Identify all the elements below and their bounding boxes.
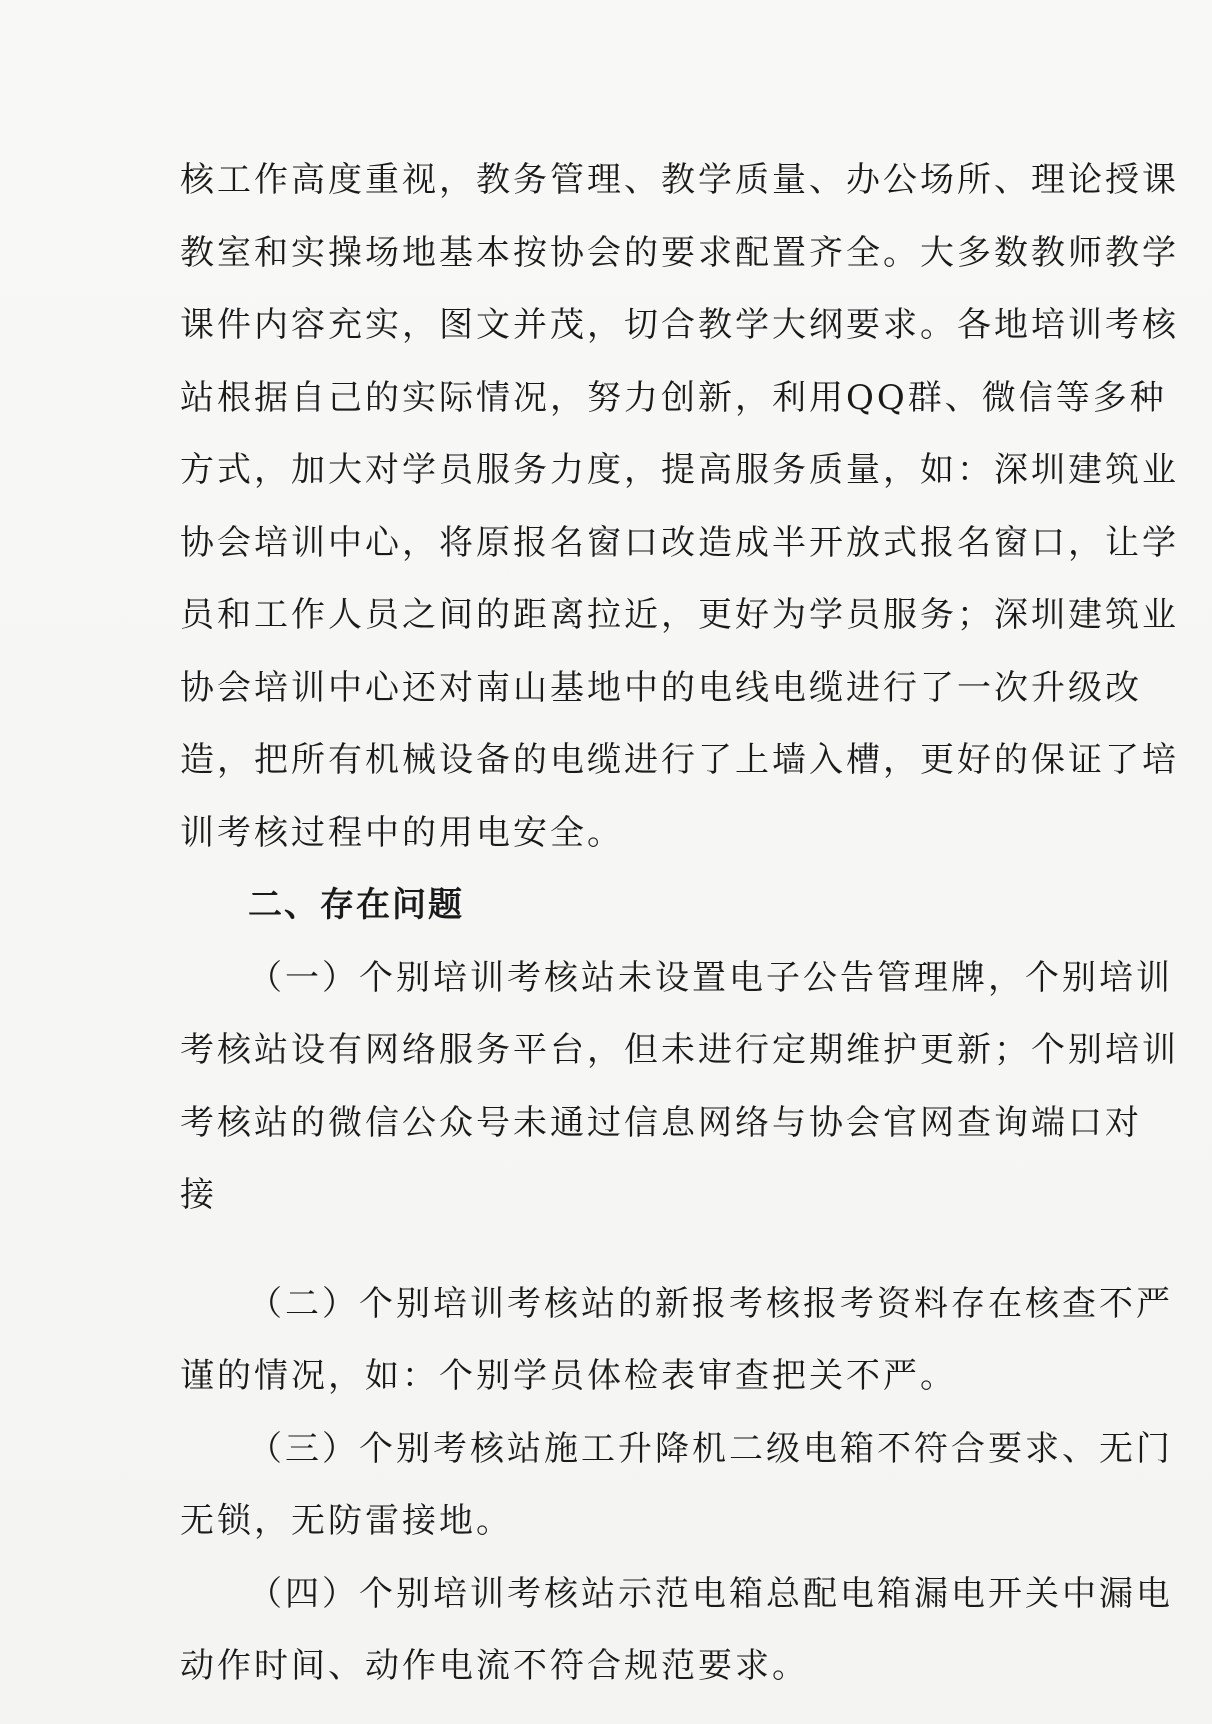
text-line: 无锁，无防雷接地。 — [180, 1501, 513, 1541]
issue-1 — [180, 942, 1179, 1232]
text-line: 协会培训中心还对南山基地中的电线电缆进行了一次升级改 — [180, 667, 1142, 708]
text-line: 考核站设有网络服务平台，但未进行定期维护更新；个别培训 — [180, 1030, 1179, 1070]
section-heading: 二、存在问题 — [248, 885, 464, 925]
document-body — [180, 144, 1179, 1703]
text-line: 谨的情况，如：个别学员体检表审查把关不严。 — [180, 1356, 957, 1396]
issue-3 — [180, 1413, 1173, 1558]
text-line: 站根据自己的实际情况，努力创新，利用QQ群、微信等多种 — [180, 377, 1167, 418]
text-line: 核工作高度重视，教务管理、教学质量、办公场所、理论授课 — [180, 160, 1179, 200]
text-line: 造，把所有机械设备的电缆进行了上墙入槽，更好的保证了培 — [180, 740, 1179, 780]
text-line: 课件内容充实，图文并茂，切合教学大纲要求。各地培训考核 — [180, 305, 1179, 345]
text-line: （四）个别培训考核站示范电箱总配电箱漏电开关中漏电 — [248, 1573, 1173, 1614]
text-line: 方式，加大对学员服务力度，提高服务质量，如：深圳建筑业 — [180, 450, 1179, 490]
text-line: （三）个别考核站施工升降机二级电箱不符合要求、无门 — [248, 1428, 1173, 1469]
issue-2 — [180, 1268, 1173, 1413]
paragraph-1 — [180, 144, 1179, 869]
text-line: 协会培训中心，将原报名窗口改造成半开放式报名窗口，让学 — [180, 522, 1179, 563]
text-line: 员和工作人员之间的距离拉近，更好为学员服务；深圳建筑业 — [180, 595, 1179, 635]
paragraph-gap — [180, 1232, 1060, 1268]
issue-4 — [180, 1558, 1173, 1703]
text-line: 训考核过程中的用电安全。 — [180, 812, 624, 853]
text-line: （二）个别培训考核站的新报考核报考资料存在核查不严 — [248, 1283, 1173, 1324]
text-line: 动作时间、动作电流不符合规范要求。 — [180, 1646, 809, 1686]
text-line: （一）个别培训考核站未设置电子公告管理牌，个别培训 — [248, 957, 1173, 998]
text-line: 教室和实操场地基本按协会的要求配置齐全。大多数教师教学 — [180, 232, 1179, 273]
text-line: 考核站的微信公众号未通过信息网络与协会官网查询端口对 — [180, 1102, 1142, 1143]
text-line: 接 — [180, 1175, 217, 1215]
